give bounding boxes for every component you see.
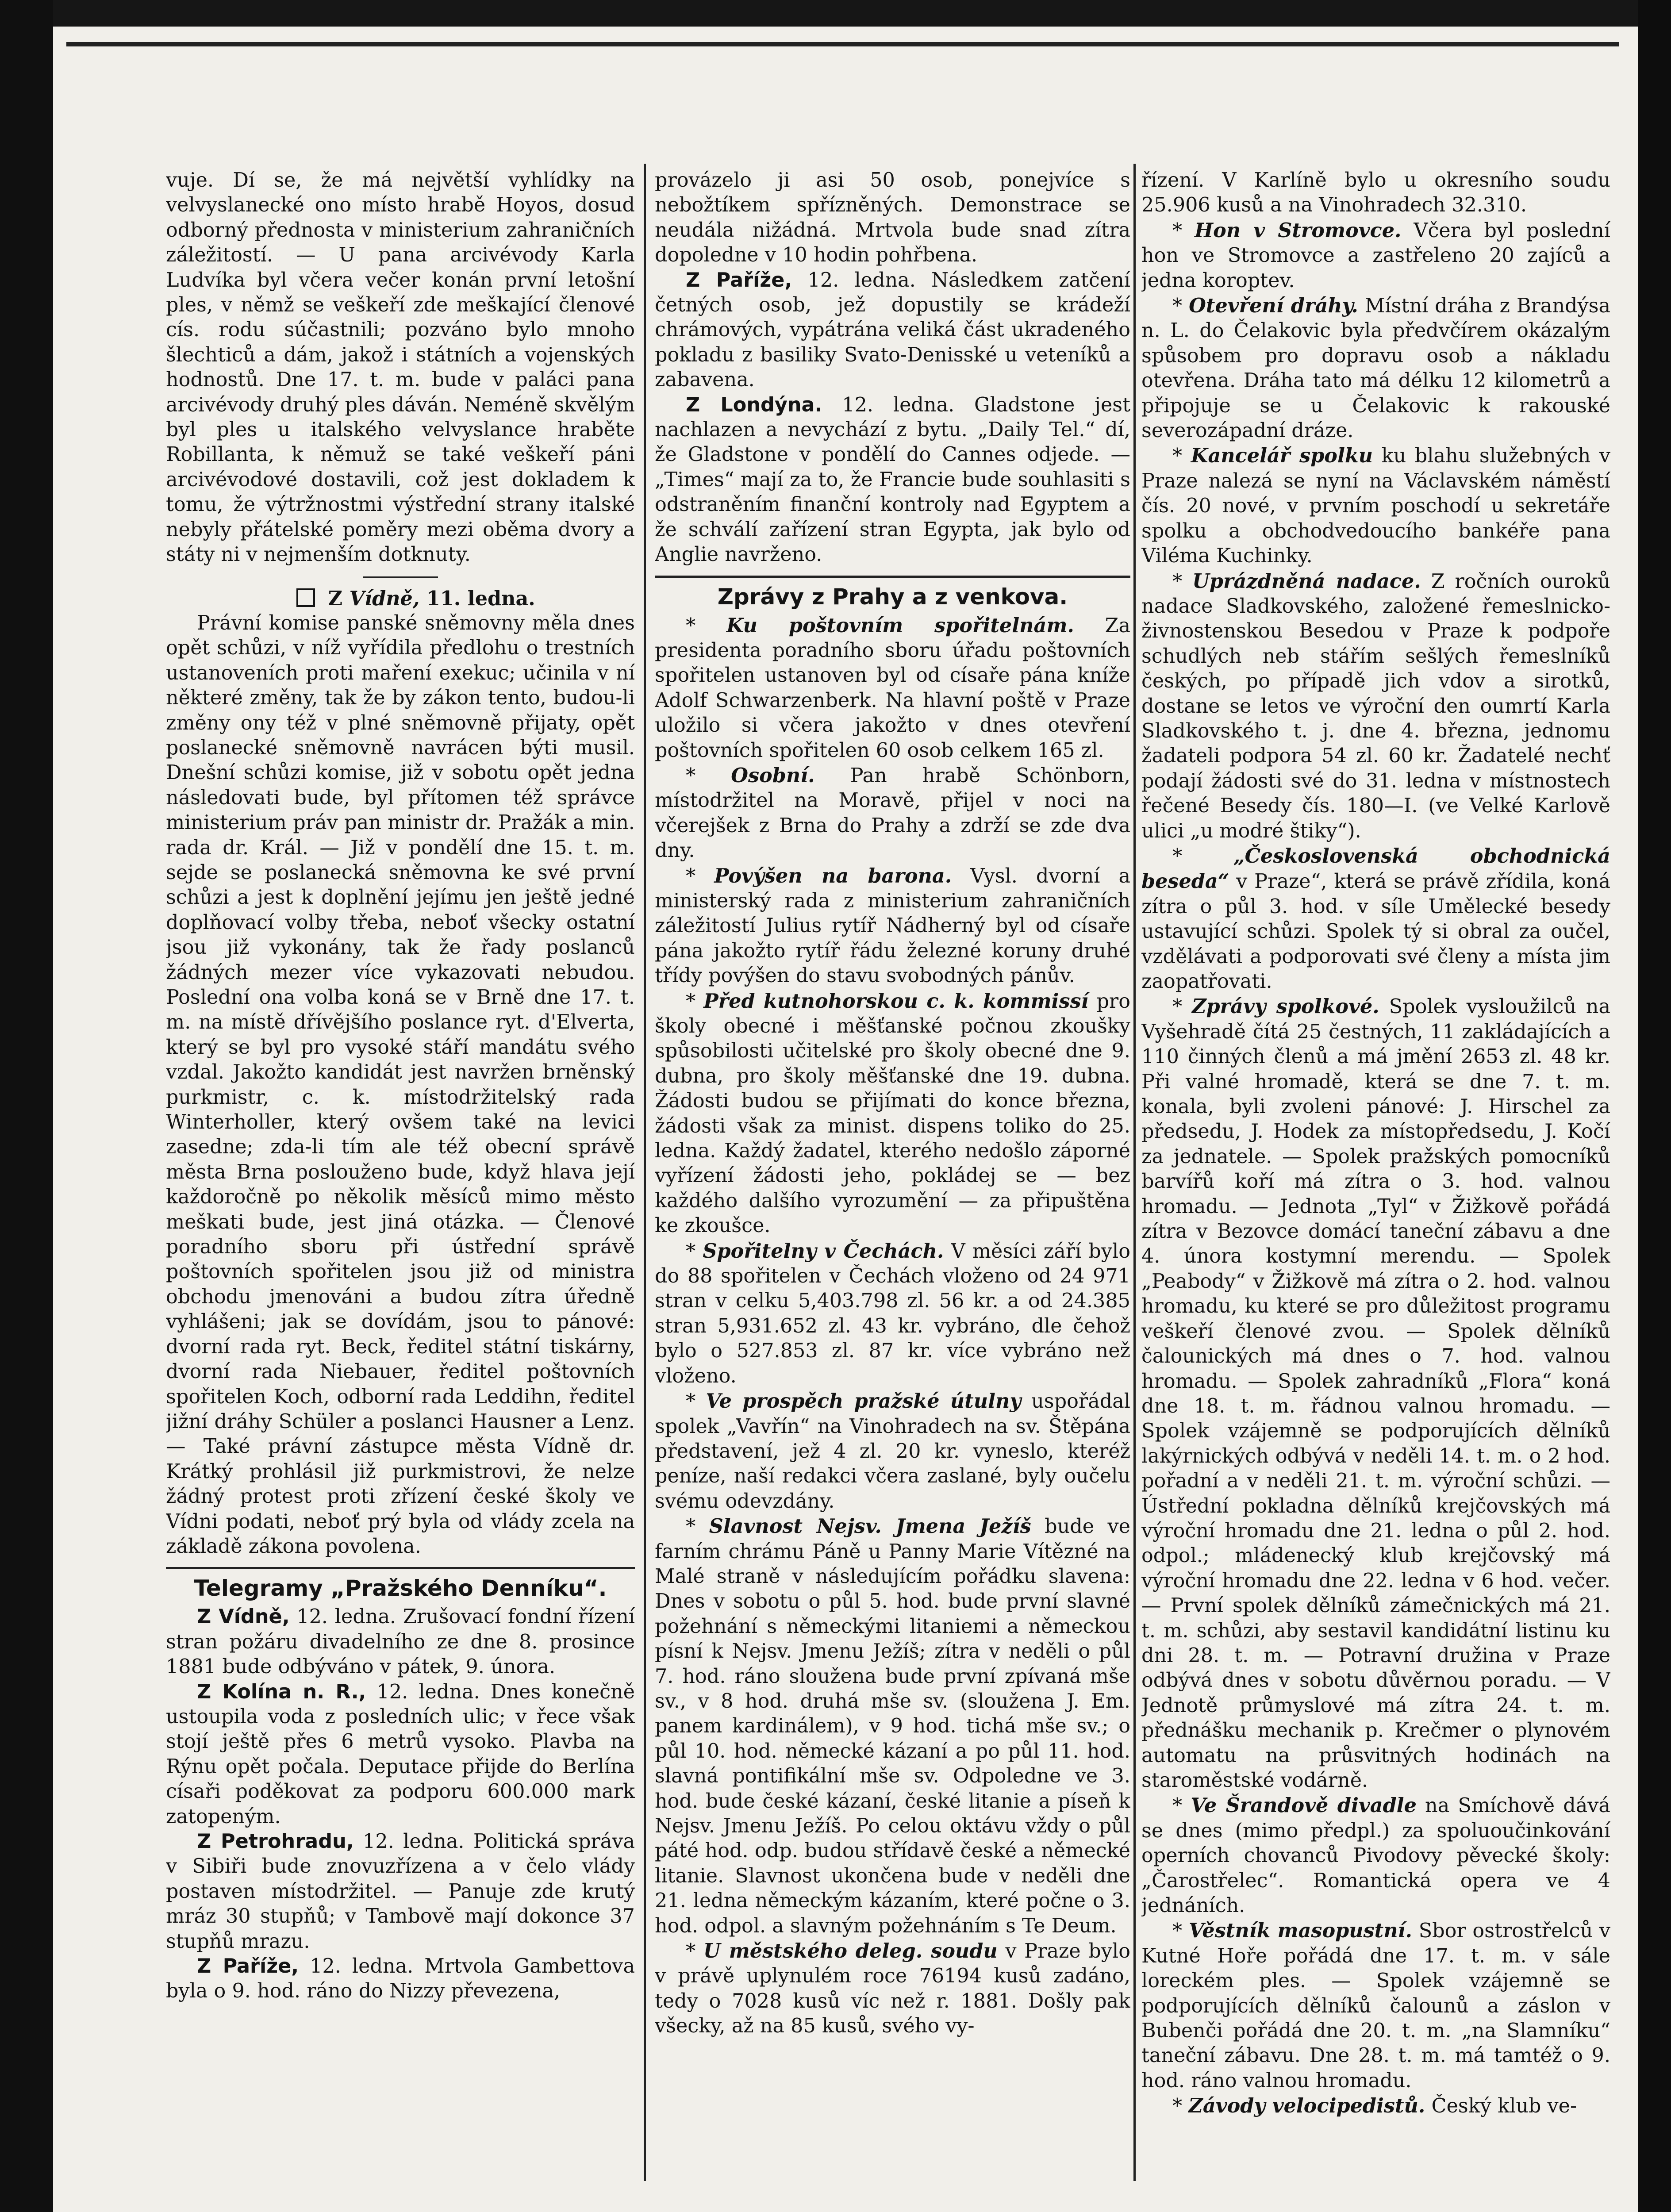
news-text: V měsíci září bylo do 88 spořitelen v Čechách vloženo od 24 971 stran v celku 5,403.798 zl. 56 kr. a od 24.385 stran 5,931.652 zl. 43 kr. vybráno, dle čehož bylo o 527.853 zl. 87 kr. více vybráno než vloženo. [655,1240,1130,1387]
news-text: ku blahu služebných v Praze nalezá se nyní na Václavském náměstí čís. 20 nové, v prvním poschodí u sekretáře spolku a obchodvedoucího bankéře pana Viléma Kuchinky. [1141,445,1610,568]
news-keyword: Slavnost Nejsv. Jmena Ježíš [709,1515,1031,1538]
news-text: Sbor ostrostřelců v Kutné Hoře pořádá dne 17. t. m. v sále loreckém ples. — Spolek vzájemně se podporujících dělníků čalounů a záslon v Bubenči pořádá dne 20. t. m. „na Slamníku“ taneční zábavu. Dne 28. t. m. má tamtéž o 9. hod. ráno valnou hromadu. [1141,1920,1610,2092]
news-text: Pan hrabě Schönborn, místodržitel na Moravě, přijel v noci na včerejšek z Brna do Prahy a zdrží se zde dva dny. [655,764,1130,862]
news-item: * Závody velocipedistů. Český klub ve- [1172,2094,1577,2118]
telegram-place: Z Paříže, [197,1955,299,1978]
news-item: * Ve Šrandově divadle na Smíchově dává se dnes (mimo předpl.) za spoluoučinkování operních chovanců Pivodovy pěvecké školy: „Čarostřelec“. Romantická opera ve 4 jednáních. [1141,1794,1610,1917]
news-keyword: Uprázdněná nadace. [1192,569,1421,593]
news-keyword: Povýšen na barona. [714,864,952,887]
news-keyword: U městského deleg. soudu [703,1939,998,1963]
prague-news-heading: Zprávy z Prahy a z venkova. [717,584,1068,610]
news-keyword: Věstník masopustní. [1188,1919,1412,1943]
dateline-prefix: Z [328,587,343,610]
page-top-rule [66,42,1619,46]
news-item: * Hon v Stromovce. Včera byl poslední hon ve Stromovce a zastřeleno 20 zajíců a jedna koroptev. [1141,219,1610,292]
telegram-petersburg [166,1829,635,1954]
box-bullet-icon [296,588,315,607]
news-item: * U městského deleg. soudu v Praze bylo v právě uplynulém roce 76194 kusů zadáno, tedy o 7028 kusů víc než r. 1881. Došly pak všecky, až na 85 kusů, svého vy- [655,1939,1130,2038]
news-item: * Povýšen na barona. Vysl. dvorní a ministerský rada z ministerium zahraničních záležitostí Julius rytíř Nádherný byl od císaře pána jakožto rytíř řádu železné koruny druhé třídy povýšen do stavu svobodných pánův. [655,864,1130,987]
news-item: * Otevření dráhy. Místní dráha z Brandýsa n. L. do Čelakovic byla předvčírem okázalým spůsobem pro dopravu osob a nákladu otevřena. Dráha tato má délku 12 kilometrů a připojuje se u Čelakovic k rakouské severozápadní dráze. [1141,294,1610,442]
telegram-place: Z Londýna. [686,393,822,416]
news-item: * Uprázdněná nadace. Z ročních ouroků nadace Sladkovského, založené řemeslnicko-živnostenskou Besedou v Praze k podpoře schudlých neb stářím sešlých řemeslníků českých, po případě jich vdov a sirotků, dostane se letos ve výroční den oumrtí Karla Sladkovského t. j. dne 4. března, jednomu žadateli podpora 54 zl. 60 kr. Žadatelé nechť podají žádosti své do 31. ledna v místnostech řečené Besedy čís. 180—I. (ve Velké Karlově ulici „u modré štiky“). [1141,569,1610,842]
scan-border-top [0,0,1671,27]
news-keyword: Ve prospěch pražské útulny [706,1390,1022,1413]
news-item: * Spořitelny v Čechách. V měsíci září bylo do 88 spořitelen v Čechách vloženo od 24 971 stran v celku 5,403.798 zl. 56 kr. a od 24.385 stran 5,931.652 zl. 43 kr. vybráno, dle čehož bylo o 527.853 zl. 87 kr. více vybráno než vloženo. [655,1239,1130,1387]
vienna-report: Právní komise panské sněmovny měla dnes opět schůzi, v níž vyřídila předlohu o trestních ustanoveních proti maření exekuc; učinila v ní některé změny, tak že by zákon tento, budou-li změny ony též v plné sněmovně přijaty, opět poslanecké sněmovně navrácen býti musil. Dnešní schůzi komise, již v sobotu opět jedna následovati bude, byl přítomen též správce ministerium práv pan ministr dr. Pražák a min. rada dr. Král. — Již v pondělí dne 15. t. m. sejde se poslanecká sněmovna ke své první schůzi a jest k doplnění jejímu jen ještě jedné doplňovací volby třeba, neboť všecky ostatní jsou již vykonány, tak že řady poslanců žádných mezer více vykazovati nebudou. Poslední ona volba koná se v Brně dne 17. t. m. na místě dřívějšího poslance ryt. d'Elverta, který se byl pro vysoké stáří mandátu svého vzdal. Jakožto kandidát jest navržen brněnský purkmistr, c. k. místodržitelský rada Winterholler, který ovšem také na levici zasedne; zda-li tím ale též obecní správě města Brna poslouženo bude, když hlava její každoročně po několik měsíců mimo město meškati bude, jest jiná otázka. — Členové poradního sboru při ústřední správě poštovních spořitelen jsou již od ministra obchodu jmenováni a budou zítra úředně vyhlášeni; jak se dovídám, jsou to pánové: dvorní rada ryt. Beck, ředitel státní tiskárny, dvorní rada Niebauer, ředitel poštovních spořitelen Koch, odborní rada Leddihn, ředitel jižní dráhy Schüler a poslanci Hausner a Lenz. — Také právní zástupce města Vídně dr. Krátký prohlásil již purkmistrovi, že nelze žádný protest proti zřízení české školy ve Vídni podati, neboť prý byla od vlády zcela na základě zákona povolena. [166,611,635,1558]
telegram-place: Z Paříže, [686,269,792,292]
telegram-place: Z Petrohradu, [197,1830,354,1853]
news-text: Včera byl poslední hon ve Stromovce a zastřeleno 20 zajíců a jedna koroptev. [1141,219,1610,292]
news-text: v Praze bylo v právě uplynulém roce 76194 kusů zadáno, tedy o 7028 kusů víc než r. 1881. Došly pak všecky, až na 85 kusů, svého vy- [655,1940,1130,2038]
news-item: * Slavnost Nejsv. Jmena Ježíš bude ve farním chrámu Páně u Panny Marie Vítězné na Malé straně v následujícím pořádku slavena: Dnes v sobotu o půl 5. hod. bude první slavné požehnání s německými litaniemi a německou písní k Nejsv. Jmenu Ježíš; zítra v neděli o půl 7. hod. ráno sloužena bude první zpívaná mše sv., v 8 hod. druhá mše sv. (sloužena J. Em. panem kardinálem), v 9 hod. tichá mše sv.; o půl 10. hod. německé kázaní a po půl 11. hod. slavná pontifikální mše sv. Odpoledne ve 3. hod. bude české kázaní, české litanie a píseň k Nejsv. Jmenu Ježíš. Po celou oktávu vždy o půl páté hod. odp. budou střídavě české a německé litanie. Slavnost ukončena bude v neděli dne 21. ledna německým kázaním, které počne o 3. hod. odpol. a slavným požehnáním s Te Deum. [655,1515,1130,1937]
news-text: Místní dráha z Brandýsa n. L. do Čelakovic byla předvčírem okázalým spůsobem pro dopravu osob a nákladu otevřena. Dráha tato má délku 12 kilometrů a připojuje se u Čelakovic k rakouské severozápadní dráze. [1141,295,1610,442]
section-rule [166,1567,635,1569]
telegram-cologne [166,1680,635,1829]
dateline-place: Vídně, [349,587,420,610]
column-divider-2 [1133,164,1136,2181]
telegram-place: Z Kolína n. R., [197,1680,366,1703]
news-item: * Zprávy spolkové. Spolek vysloužilců na Vyšehradě čítá 25 čestných, 11 zakládajících a 110 činných členů a má jmění 2653 zl. 48 kr. Při valné hromadě, která se dne 7. t. m. konala, byli zvoleni pánové: J. Hirschel za předsedu, J. Hodek za místopředsedu, J. Kočí za jednatele. — Spolek pražských pomocníků barvířů koří má zítra o 3. hod. valnou hromadu. — Jednota „Tyl“ v Žižkově pořádá zítra v Bezovce domácí taneční zábavu a dne 4. února kostymní merendu. — Spolek „Peabody“ v Žižkově má zítra o 2. hod. valnou hromadu, ku které se pro důležitost programu veškeří členové zvou. — Spolek dělníků čalounických má dnes o 7. hod. valnou hromadu. — Spolek zahradníků „Flora“ koná dne 18. t. m. řádnou valnou hromadu. — Spolek vzájemně se podporujících dělníků lakýrnických odbývá v neděli 14. t. m. o 2 hod. pořadní a v neděli 21. t. m. výroční schůzi. — Ústřední pokladna dělníků krejčovských má výroční hromadu dne 21. ledna o půl 2. hod. odpol.; mládenecký klub krejčovský má výroční hromadu dne 22. ledna v 6 hod. večer. — První spolek dělníků zámečnických má 21. t. m. schůzi, aby sestavil kandidátní listinu ku dni 28. t. m. — Potravní družina v Praze odbývá dnes v sobotu důvěrnou poradu. — V Jednotě průmyslové má zítra 24. t. m. přednášku mechanik p. Krečmer o plynovém automatu na průsvitných hodinách na staroměstské vodárně. [1141,995,1610,1792]
news-item: * Věstník masopustní. Sbor ostrostřelců v Kutné Hoře pořádá dne 17. t. m. v sále loreckém ples. — Spolek vzájemně se podporujících dělníků čalounů a záslon v Bubenči pořádá dne 20. t. m. „na Slamníku“ taneční zábavu. Dne 28. t. m. má tamtéž o 9. hod. ráno valnou hromadu. [1141,1919,1610,2092]
scan-border-right [1638,0,1671,2212]
news-keyword: Hon v Stromovce. [1195,219,1402,242]
news-keyword: Osobní. [731,764,815,787]
scan-border-left [0,0,53,2212]
news-item: * Před kutnohorskou c. k. kommissí pro školy obecné i měšťanské počnou zkoušky spůsobilosti učitelské pro školy obecné dne 9. dubna, pro školy měšťanské dne 19. dubna. Žádosti budou se přijímati do konce března, žádosti však za minist. dispens toliko do 25. ledna. Každý žadatel, kterého nedošlo záporné vyřízení žádosti jeho, pokládej se — bez každého dalšího vyrozumění — za připuštěna ke zkoušce. [655,989,1130,1237]
section-rule [655,576,1130,578]
news-text: uspořádal spolek „Vavřín“ na Vinohradech na sv. Štěpána představení, jež 4 zl. 20 kr. vyneslo, kteréž peníze, naší redakci včera zaslané, byly oučelu svému odevzdány. [655,1390,1130,1513]
news-keyword: Zprávy spolkové. [1192,995,1379,1018]
news-text: bude ve farním chrámu Páně u Panny Marie Vítězné na Malé straně v následujícím pořádku slavena: Dnes v sobotu o půl 5. hod. bude první slavné požehnání s německými litaniemi a německou písní k Nejsv. Jmenu Ježíš; zítra v neděli o půl 7. hod. ráno sloužena bude první zpívaná mše sv., v 8 hod. druhá mše sv. (sloužena J. Em. panem kardinálem), v 9 hod. tichá mše sv.; o půl 10. hod. německé kázaní a po půl 11. hod. slavná pontifikální mše sv. Odpoledne ve 3. hod. bude české kázaní, české litanie a píseň k Nejsv. Jmenu Ježíš. Po celou oktávu vždy o půl páté hod. odp. budou střídavě české a německé litanie. Slavnost ukončena bude v neděli dne 21. ledna německým kázaním, které počne o 3. hod. odpol. a slavným požehnáním s Te Deum. [655,1515,1130,1937]
news-keyword: Otevření dráhy. [1189,294,1358,318]
news-text: Český klub ve- [1431,2095,1577,2118]
news-text: Za presidenta poradního sboru úřadu poštovních spořitelen ustanoven byl od císaře pána kníže Adolf Schwarzenberk. Na hlavní poště v Praze uložilo si včera jakožto v dnes otevření poštovních spořitelen 60 osob celkem 165 zl. [655,614,1130,762]
news-keyword: „Československá obchodnická beseda“ [1141,844,1610,893]
telegram-text: 12. ledna. Zrušovací fondní řízení stran požáru divadelního ze dne 8. prosince 1881 bude odbýváno v pátek, 9. února. [166,1605,635,1678]
separator-rule [363,576,438,578]
news-keyword: Ve Šrandově divadle [1191,1794,1417,1817]
column-divider-1 [644,164,646,2181]
telegram-text: 12. ledna. Následkem zatčení četných osob, jež dopustily se krádeží chrámových, vypátrána veliká část ukradeného pokladu z basiliky Svato-Denisské u veteníků a zabavena. [655,269,1130,392]
dateline-date: 11. ledna. [426,587,535,610]
telegram-text: 12. ledna. Politická správa v Sibiři bude znovuzřízena a v čelo vlády postaven místodržitel. — Panuje zde krutý mráz 30 stupňů; v Tambově mají dokonce 37 stupňů mrazu. [166,1830,635,1953]
telegram-text: 12. ledna. Gladstone jest nachlazen a nevychází z bytu. „Daily Tel.“ dí, že Gladstone v pondělí do Cannes odjede. — „Times“ mají za to, že Francie bude souhlasiti s odstraněním finanční kontroly nad Egyptem a že schválí zařízení stran Egypta, jak bylo od Anglie navrženo. [655,393,1130,566]
news-item: * Osobní. Pan hrabě Schönborn, místodržitel na Moravě, přijel v noci na včerejšek z Brna do Prahy a zdrží se zde dva dny. [655,764,1130,862]
news-keyword: Ku poštovním spořitelnám. [726,614,1074,637]
telegram-paris-2 [655,268,1130,393]
news-keyword: Před kutnohorskou c. k. kommissí [703,989,1089,1013]
dateline [166,586,635,611]
news-text: pro školy obecné i měšťanské počnou zkoušky spůsobilosti učitelské pro školy obecné dne 9. dubna, pro školy měšťanské dne 19. dubna. Žádosti budou se přijímati do konce března, žádosti však za minist. dispens toliko do 25. ledna. Každý žadatel, kterého nedošlo záporné vyřízení žádosti jeho, pokládej se — bez každého dalšího vyrozumění — za připuštěna ke zkoušce. [655,990,1130,1237]
telegram-text: 12. ledna. Dnes konečně ustoupila voda z posledních ulic; v řece však stojí ještě přes 6 metrů vysoko. Plavba na Rýnu opět počala. Deputace přijde do Berlína císaři poděkovat za podporu 600.000 mark zatopeným. [166,1680,635,1828]
news-text: Z ročních ouroků nadace Sladkovského, založené řemeslnicko-živnostenskou Besedou v Praze k podpoře schudlých neb stářím sešlých řemeslníků českých, po případě jich vdov a sirotků, dostane se letos ve výroční den oumrtí Karla Sladkovského t. j. dne 4. března, jednomu žadateli podpora 54 zl. 60 kr. Žadatelé nechť podají žádosti své do 31. ledna v místnostech řečené Besedy čís. 180—I. (ve Velké Karlově ulici „u modré štiky“). [1141,570,1610,842]
column-3 [1141,168,1610,2212]
news-keyword: Spořitelny v Čechách. [703,1239,944,1263]
telegram-london [655,393,1130,568]
news-text: v Praze“, která se právě zřídila, koná zítra o půl 3. hod. v síle Umělecké besedy ustavující schůzi. Spolek tý si obral za oučel, vzdělávati a podporovati své členy a místa jim zaopatřovati. [1141,870,1610,993]
news-text: Vysl. dvorní a ministerský rada z ministerium zahraničních záležitostí Julius rytíř Nádherný byl od císaře pána jakožto rytíř řádu železné koruny druhé třídy povýšen do stavu svobodných pánův. [655,864,1130,987]
news-item: * Ku poštovním spořitelnám. Za presidenta poradního sboru úřadu poštovních spořitelen ustanoven byl od císaře pána kníže Adolf Schwarzenberk. Na hlavní poště v Praze uložilo si včera jakožto v dnes otevření poštovních spořitelen 60 osob celkem 165 zl. [655,614,1130,762]
telegram-paris [166,1954,635,2004]
telegram-text: 12. ledna. Mrtvola Gambettova byla o 9. hod. ráno do Nizzy převezena, [166,1955,635,2003]
column-2 [655,168,1130,2212]
court-continued: řízení. V Karlíně bylo u okresního soudu 25.906 kusů a na Vinohradech 32.310. [1141,169,1610,217]
paris-continued: provázelo ji asi 50 osob, ponejvíce s nebožtíkem spřízněných. Demonstrace se neudála nižádná. Mrtvola bude snad zítra dopoledne v 10 hodin pohřbena. [655,169,1130,267]
telegrams-heading: Telegramy „Pražského Denníku“. [194,1575,607,1601]
vienna-news-continued: vuje. Dí se, že má největší vyhlídky na velvyslanecké ono místo hrabě Hoyos, dosud odborný přednosta v ministerium zahraničních záležitostí. — U pana arcivévody Karla Ludvíka byl včera večer konán první letošní ples, v němž se veškeří zde meškající členové cís. rodu súčastnili; pozváno bylo mnoho šlechticů a dám, jakož i státních a vojenských hodnostů. Dne 17. t. m. bude v paláci pana arcivévody druhý ples dáván. Neméně skvělým byl ples u italského velvyslance hraběte Robillanta, k němuž se také veškeří páni arcivévodové dostavili, což jest dokladem k tomu, že výtržnostmi výstřední strany italské nebyly přátelské poměry mezi oběma dvory a státy ni v nejmenším dotknuty. [166,169,635,566]
telegram-place: Z Vídně, [197,1605,290,1628]
news-item: * Ve prospěch pražské útulny uspořádal spolek „Vavřín“ na Vinohradech na sv. Štěpána představení, jež 4 zl. 20 kr. vyneslo, kteréž peníze, naší redakci včera zaslané, byly oučelu svému odevzdány. [655,1390,1130,1513]
news-keyword: Závody velocipedistů. [1188,2094,1425,2118]
news-text: na Smíchově dává se dnes (mimo předpl.) za spoluoučinkování operních chovanců Pivodovy pěvecké školy: „Čarostřelec“. Romantická opera ve 4 jednáních. [1141,1794,1610,1917]
news-item: * „Československá obchodnická beseda“ v Praze“, která se právě zřídila, koná zítra o půl 3. hod. v síle Umělecké besedy ustavující schůzi. Spolek tý si obral za oučel, vzdělávati a podporovati své členy a místa jim zaopatřovati. [1141,844,1610,993]
news-keyword: Kancelář spolku [1191,444,1373,468]
news-item: * Kancelář spolku ku blahu služebných v Praze nalezá se nyní na Václavském náměstí čís. 20 nové, v prvním poschodí u sekretáře spolku a obchodvedoucího bankéře pana Viléma Kuchinky. [1141,444,1610,568]
column-1 [166,168,635,2212]
news-text: Spolek vysloužilců na Vyšehradě čítá 25 čestných, 11 zakládajících a 110 činných členů a má jmění 2653 zl. 48 kr. Při valné hromadě, která se dne 7. t. m. konala, byli zvoleni pánové: J. Hirschel za předsedu, J. Hodek za místopředsedu, J. Kočí za jednatele. — Spolek pražských pomocníků barvířů koří má zítra o 3. hod. valnou hromadu. — Jednota „Tyl“ v Žižkově pořádá zítra v Bezovce domácí taneční zábavu a dne 4. února kostymní merendu. — Spolek „Peabody“ v Žižkově má zítra o 2. hod. valnou hromadu, ku které se pro důležitost programu veškeří členové zvou. — Spolek dělníků čalounických má dnes o 7. hod. valnou hromadu. — Spolek zahradníků „Flora“ koná dne 18. t. m. řádnou valnou hromadu. — Spolek vzájemně se podporujících dělníků lakýrnických odbývá v neděli 14. t. m. o 2 hod. pořadní a v neděli 21. t. m. výroční schůzi. — Ústřední pokladna dělníků krejčovských má výroční hromadu dne 21. ledna o půl 2. hod. odpol.; mládenecký klub krejčovský má výroční hromadu dne 22. ledna v 6 hod. večer. — První spolek dělníků zámečnických má 21. t. m. schůzi, aby sestavil kandidátní listinu ku dni 28. t. m. — Potravní družina v Praze odbývá dnes v sobotu důvěrnou poradu. — V Jednotě průmyslové má zítra 24. t. m. přednášku mechanik p. Krečmer o plynovém automatu na průsvitných hodinách na staroměstské vodárně. [1141,995,1610,1792]
telegram-vienna [166,1605,635,1679]
